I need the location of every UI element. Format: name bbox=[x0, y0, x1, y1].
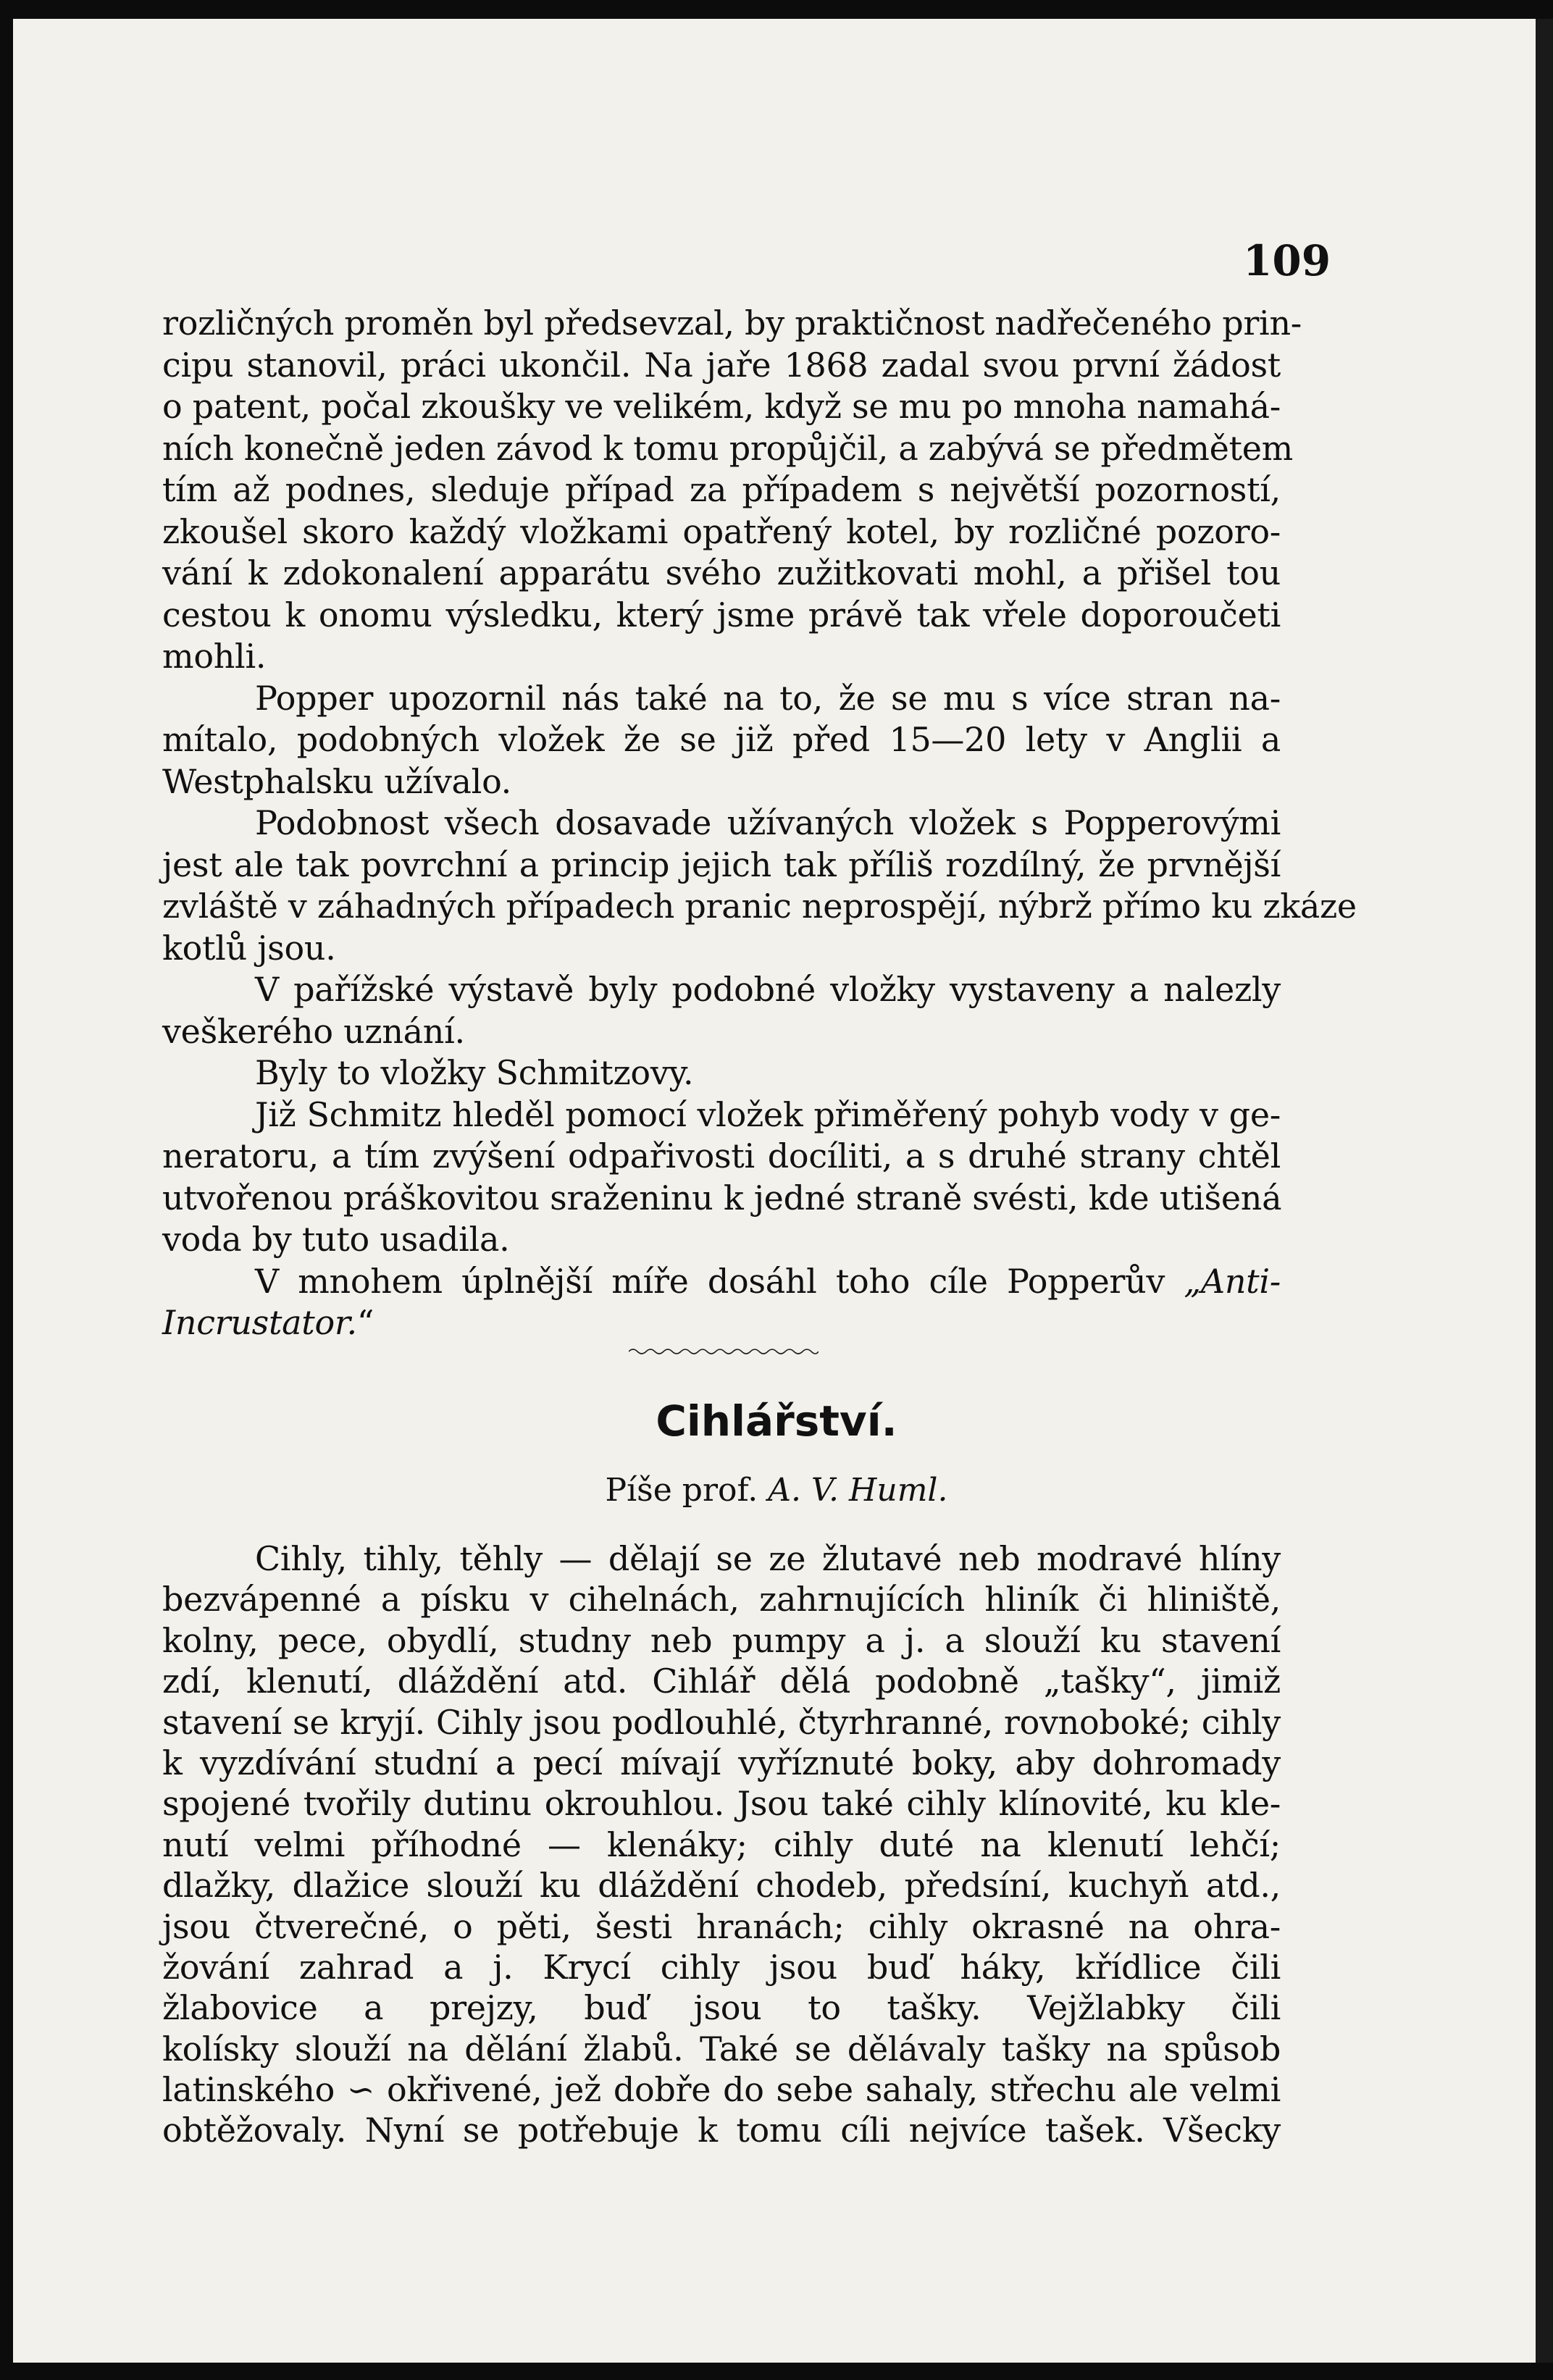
text-line: Popper upozornil nás také na to, že se mu s více stran na- bbox=[255, 678, 1281, 718]
page-number: 109 bbox=[1243, 236, 1331, 285]
paragraph-1 bbox=[162, 303, 1302, 678]
text-line: kolísky slouží na dělání žlabů. Také se dělávaly tašky na spůsob bbox=[162, 2029, 1281, 2069]
text-line: rozličných proměn byl předsevzal, by praktičnost nadřečeného prin- bbox=[162, 303, 1302, 343]
text-line: zdí, klenutí, dláždění atd. Cihlář dělá podobně „tašky“, jimiž bbox=[162, 1662, 1281, 1701]
paragraph-6 bbox=[162, 1094, 1281, 1261]
text-line bbox=[162, 1302, 1281, 1344]
text-run: V mnohem úplnější míře dosáhl toho cíle Popperův bbox=[255, 1261, 1165, 1301]
text-line: mohli. bbox=[162, 637, 267, 676]
text-line: zvláště v záhadných případech pranic neprospějí, nýbrž přímo ku zkáze bbox=[162, 887, 1357, 926]
paragraph-3 bbox=[162, 803, 1357, 969]
text-line: stavení se kryjí. Cihly jsou podlouhlé, čtyrhranné, rovnoboké; cihly bbox=[162, 1702, 1281, 1742]
text-line: kolny, pece, obydlí, studny neb pumpy a j. a slouží ku stavení bbox=[162, 1620, 1281, 1660]
byline bbox=[0, 1472, 1553, 1509]
text-line: veškerého uznání. bbox=[162, 1011, 465, 1051]
scan-edge bbox=[1536, 19, 1553, 2363]
text-line: V pařížské výstavě byly podobné vložky vystaveny a nalezly bbox=[255, 970, 1281, 1009]
text-line: vání k zdokonalení apparátu svého zužitkovati mohl, a přišel tou bbox=[162, 553, 1281, 592]
paragraph-2 bbox=[162, 678, 1281, 803]
text-line: nutí velmi příhodné — klenáky; cihly duté na klenutí lehčí; bbox=[162, 1824, 1281, 1864]
text-line: žování zahrad a j. Krycí cihly jsou buď háky, křídlice čili bbox=[162, 1947, 1281, 1987]
text-line: cestou k onomu výsledku, který jsme právě tak vřele doporoučeti bbox=[162, 595, 1281, 634]
text-line: mítalo, podobných vložek že se již před 15—20 lety v Anglii a bbox=[162, 720, 1281, 759]
text-line: jest ale tak povrchní a princip jejich tak příliš rozdílný, že prvnější bbox=[162, 845, 1281, 884]
text-line: bezvápenné a písku v cihelnách, zahrnujících hliník či hliniště, bbox=[162, 1580, 1281, 1620]
text-line: Westphalsku užívalo. bbox=[162, 761, 511, 801]
text-line: tím až podnes, sleduje případ za případem s největší pozorností, bbox=[162, 470, 1281, 509]
text-line: k vyzdívání studní a pecí mívají vyříznuté boky, aby dohromady bbox=[162, 1743, 1281, 1782]
byline-prefix: Píše prof. bbox=[605, 1472, 758, 1509]
text-line: zkoušel skoro každý vložkami opatřený kotel, by rozličné pozoro- bbox=[162, 511, 1281, 551]
text-line: ních konečně jeden závod k tomu propůjčil, a zabývá se předmětem bbox=[162, 428, 1293, 468]
italic-title: „Anti- bbox=[1184, 1261, 1281, 1301]
text-line: utvořenou práškovitou sraženinu k jedné straně svésti, kde utišená bbox=[162, 1178, 1282, 1218]
text-line: spojené tvořily dutinu okrouhlou. Jsou také cihly klínovité, ku kle- bbox=[162, 1784, 1281, 1824]
byline-author: A. V. Huml. bbox=[768, 1472, 948, 1509]
paragraph-4 bbox=[162, 969, 1281, 1052]
italic-title: Incrustator. bbox=[162, 1303, 357, 1342]
paragraph-5 bbox=[162, 1052, 1281, 1094]
text-line: obtěžovaly. Nyní se potřebuje k tomu cíli nejvíce tašek. Všecky bbox=[162, 2111, 1281, 2150]
text-line: cipu stanovil, práci ukončil. Na jaře 1868 zadal svou první žádost bbox=[162, 345, 1281, 385]
text-line: o patent, počal zkoušky ve velikém, když se mu po mnoha namahá- bbox=[162, 387, 1281, 426]
text-line: Podobnost všech dosavade užívaných vložek s Popperovými bbox=[255, 803, 1281, 842]
section-heading: Cihlářství. bbox=[656, 1396, 897, 1446]
text-line: Cihly, tihly, těhly — dělají se ze žlutavé neb modravé hlíny bbox=[255, 1539, 1281, 1578]
text-line: žlabovice a prejzy, buď jsou to tašky. Vejžlabky čili bbox=[162, 1988, 1281, 2028]
text-line bbox=[162, 1261, 1281, 1303]
text-line: jsou čtverečné, o pěti, šesti hranách; cihly okrasné na ohra- bbox=[162, 1906, 1281, 1946]
text-line: Byly to vložky Schmitzovy. bbox=[255, 1053, 694, 1092]
text-line: Již Schmitz hleděl pomocí vložek přiměřený pohyb vody v ge- bbox=[255, 1094, 1281, 1134]
ornamental-divider bbox=[629, 1347, 819, 1354]
article-continuation bbox=[162, 303, 1357, 1344]
text-line: dlažky, dlažice slouží ku dláždění chodeb, předsíní, kuchyň atd., bbox=[162, 1866, 1281, 1906]
closing-quote: “ bbox=[356, 1303, 374, 1342]
text-line: voda by tuto usadila. bbox=[162, 1220, 510, 1259]
text-line: neratoru, a tím zvýšení odpařivosti docíliti, a s druhé strany chtěl bbox=[162, 1136, 1281, 1176]
paragraph-7 bbox=[162, 1261, 1281, 1344]
section-body bbox=[162, 1538, 1281, 2151]
paragraph-cihly bbox=[162, 1538, 1281, 2151]
text-line: kotlů jsou. bbox=[162, 928, 336, 968]
text-line: latinského ∽ okřivené, jež dobře do sebe sahaly, střechu ale velmi bbox=[162, 2070, 1281, 2110]
